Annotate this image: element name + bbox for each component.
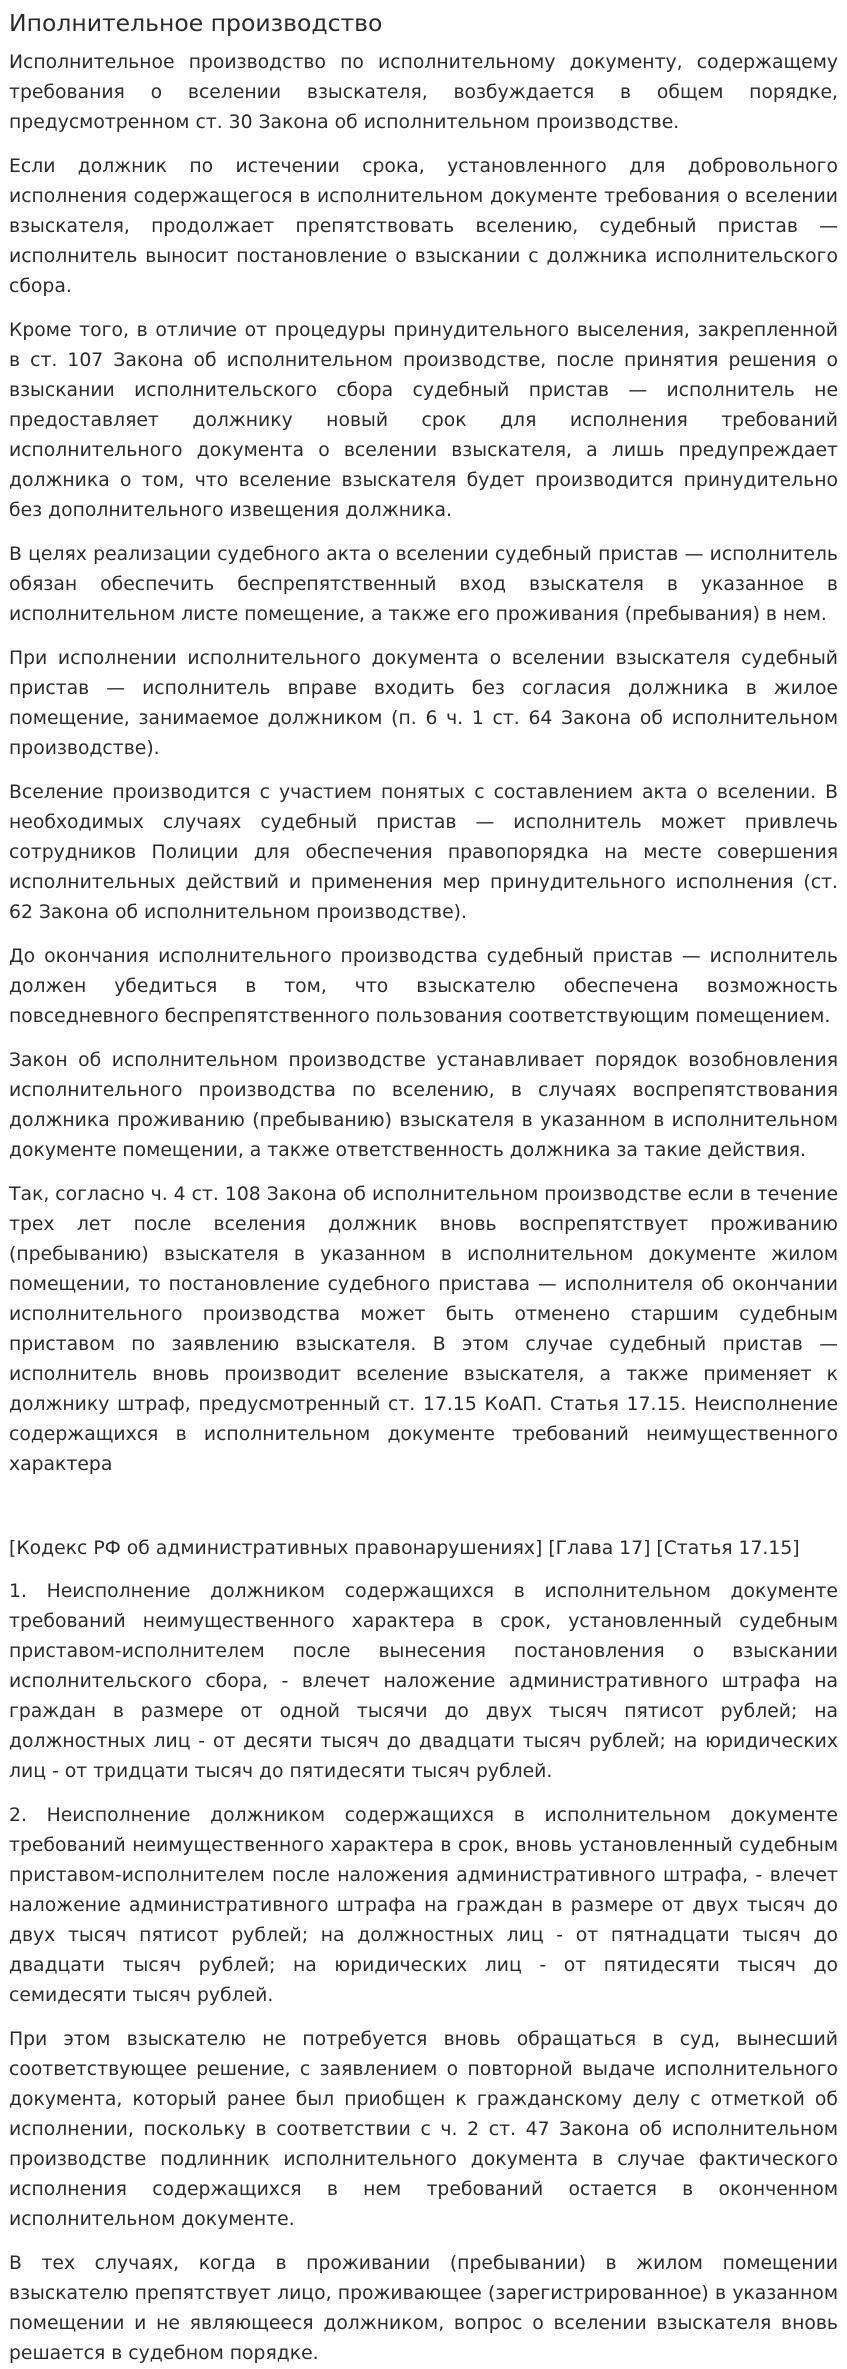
paragraph: При исполнении исполнительного документа о вселении взыскателя судебный пристав — исполнитель вправе входить без согласия должника в жилое помещение, занимаемое должником (п. 6 ч. 1 ст. 64 Закона об исполнительном производстве). [9, 648, 838, 759]
paragraph: Исполнительное производство по исполнительному документу, содержащему требования о вселении взыскателя, возбуждается в общем порядке, предусмотренном ст. 30 Закона об исполнительном производстве. [9, 52, 838, 133]
source-reference: [Кодекс РФ об административных правонарушениях] [Глава 17] [Статья 17.15] [9, 1538, 800, 1559]
paragraph: 1. Неисполнение должником содержащихся в исполнительном документе требований неимущественного характера в срок, установленный судебным приставом-исполнителем после вынесения постановления о взыскании исполнительского сбора, - влечет наложение административного штрафа на граждан в размере от одной тысячи до двух тысяч пятисот рублей; на должностных лиц - от десяти тысяч до двадцати тысяч рублей; на юридических лиц - от тридцати тысяч до пятидесяти тысяч рублей. [9, 1581, 838, 1782]
paragraph: Если должник по истечении срока, установленного для добровольного исполнения содержащегося в исполнительном документе требования о вселении взыскателя, продолжает препятствовать вселению, судебный пристав — исполнитель выносит постановление о взыскании с должника исполнительского сбора. [9, 156, 838, 297]
page-title: Иполнительное производство [9, 9, 383, 37]
paragraph: 2. Неисполнение должником содержащихся в исполнительном документе требований неимущественного характера в срок, вновь установленный судебным приставом-исполнителем после наложения административного штрафа, - влечет наложение административного штрафа на граждан в размере от двух тысяч до двух тысяч пятисот рублей; на должностных лиц - от пятнадцати тысяч до двадцати тысяч рублей; на юридических лиц - от пятидесяти тысяч до семидесяти тысяч рублей. [9, 1805, 838, 2006]
paragraph: Так, согласно ч. 4 ст. 108 Закона об исполнительном производстве если в течение трех лет после вселения должник вновь воспрепятствует проживанию (пребыванию) взыскателя в указанном в исполнительном документе жилом помещении, то постановление судебного пристава — исполнителя об окончании исполнительного производства может быть отменено старшим судебным приставом по заявлению взыскателя. В этом случае судебный пристав — исполнитель вновь производит вселение взыскателя, а также применяет к должнику штраф, предусмотренный ст. 17.15 КоАП. Статья 17.15. Неисполнение содержащихся в исполнительном документе требований неимущественного характера [9, 1184, 838, 1475]
paragraph: В тех случаях, когда в проживании (пребывании) в жилом помещении взыскателю препятствует лицо, проживающее (зарегистрированное) в указанном помещении и не являющееся должником, вопрос о вселении взыскателя вновь решается в судебном порядке. [9, 2253, 838, 2364]
paragraph: Кроме того, в отличие от процедуры принудительного выселения, закрепленной в ст. 107 Закона об исполнительном производстве, после принятия решения о взыскании исполнительского сбора судебный пристав — исполнитель не предоставляет должнику новый срок для исполнения требований исполнительного документа о вселении взыскателя, а лишь предупреждает должника о том, что вселение взыскателя будет производится принудительно без дополнительного извещения должника. [9, 320, 838, 521]
article-body [9, 48, 838, 2369]
paragraph: При этом взыскателю не потребуется вновь обращаться в суд, вынесший соответствующее решение, с заявлением о повторной выдаче исполнительного документа, который ранее был приобщен к гражданскому делу с отметкой об исполнении, поскольку в соответствии с ч. 2 ст. 47 Закона об исполнительном производстве подлинник исполнительного документа в случае фактического исполнения содержащихся в нем требований остается в оконченном исполнительном документе. [9, 2029, 838, 2230]
paragraph: Вселение производится с участием понятых с составлением акта о вселении. В необходимых случаях судебный пристав — исполнитель может привлечь сотрудников Полиции для обеспечения правопорядка на месте совершения исполнительных действий и применения мер принудительного исполнения (ст. 62 Закона об исполнительном производстве). [9, 782, 838, 923]
paragraph: В целях реализации судебного акта о вселении судебный пристав — исполнитель обязан обеспечить беспрепятственный вход взыскателя в указанное в исполнительном листе помещение, а также его проживания (пребывания) в нем. [9, 544, 838, 625]
paragraph: До окончания исполнительного производства судебный пристав — исполнитель должен убедиться в том, что взыскателю обеспечена возможность повседневного беспрепятственного пользования соответствующим помещением. [9, 946, 838, 1027]
paragraph: Закон об исполнительном производстве устанавливает порядок возобновления исполнительного производства по вселению, в случаях воспрепятствования должника проживанию (пребыванию) взыскателя в указанном в исполнительном документе помещении, а также ответственность должника за такие действия. [9, 1050, 838, 1161]
